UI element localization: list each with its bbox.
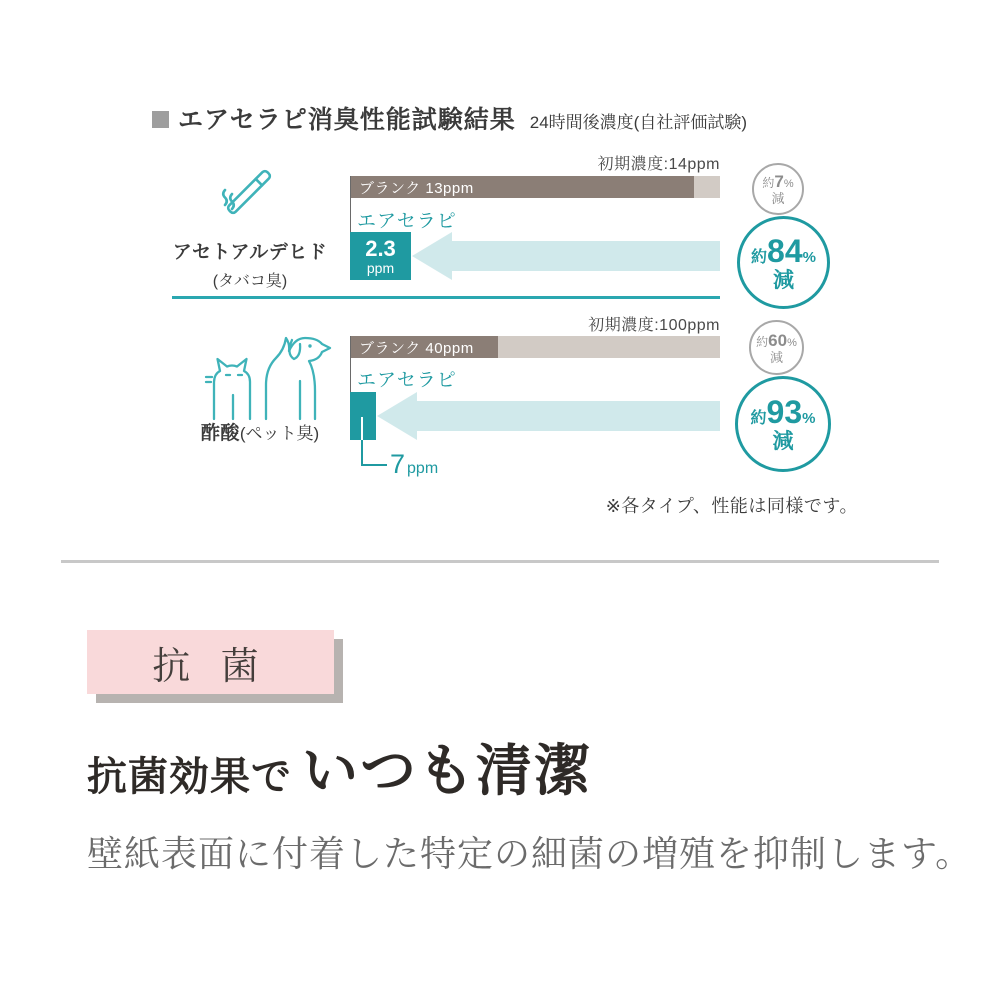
reduction-arrow: [377, 392, 720, 440]
chart-title: エアセラピ消臭性能試験結果: [178, 106, 516, 134]
product-reduction-badge: [735, 376, 831, 472]
blank-reduction-badge: [749, 320, 804, 375]
chart-row-acetic-acid: [0, 305, 1000, 479]
heading-accent: 抗菌効果で: [87, 755, 292, 799]
reduction-prefix: 約: [751, 248, 768, 266]
heading-main: いつも清潔: [302, 739, 592, 802]
chart-subtitle: 24時間後濃度(自社評価試験): [529, 113, 747, 132]
product-value-callout: [390, 451, 438, 478]
arrow-head: [377, 392, 417, 440]
arrow-body: [416, 401, 720, 431]
reduction-prefix: 約: [756, 334, 769, 349]
arrow-head: [412, 232, 452, 280]
blank-bar-label: ブランク 40ppm: [359, 339, 474, 357]
product-label: エアセラピ: [357, 370, 457, 391]
product-value: 7: [390, 449, 406, 479]
product-value: 2.3: [365, 235, 396, 261]
product-unit: ppm: [366, 259, 395, 276]
reduction-percent: %: [783, 178, 794, 190]
reduction-percent: %: [787, 336, 797, 349]
category-label: [150, 418, 370, 445]
antibacterial-heading: [87, 727, 592, 807]
antibacterial-description: 壁紙表面に付着した特定の細菌の増殖を抑制します。: [87, 833, 973, 874]
product-unit: ppm: [407, 460, 439, 477]
reduction-value: 93: [766, 394, 803, 430]
antibacterial-badge-label: 抗 菌: [152, 645, 269, 688]
reduction-prefix: 約: [762, 176, 775, 190]
blank-bar-fill: [350, 176, 694, 198]
chart-footnote: ※各タイプ、性能は同様です。: [605, 496, 858, 516]
substance-name: アセトアルデヒド: [172, 242, 328, 263]
square-bullet-icon: [152, 111, 169, 128]
blank-bar: [350, 176, 720, 198]
category-label: [155, 237, 345, 291]
odor-type: (ペット臭): [239, 424, 320, 443]
reduction-arrow: [412, 232, 720, 280]
reduction-suffix: 減: [772, 430, 794, 453]
arrow-body: [451, 241, 720, 271]
cat-and-dog-icon: [196, 315, 336, 425]
reduction-prefix: 約: [750, 410, 767, 427]
product-value-box: [350, 392, 376, 440]
reduction-value: 84: [767, 232, 803, 269]
blank-reduction-badge: [752, 163, 804, 215]
reduction-suffix: 減: [771, 191, 785, 206]
section-divider: [61, 560, 939, 563]
reduction-percent: %: [802, 410, 816, 427]
product-label: エアセラピ: [357, 211, 457, 232]
chart-header: [152, 100, 747, 136]
odor-type: (タバコ臭): [212, 273, 288, 290]
reduction-suffix: 減: [769, 349, 783, 365]
reduction-value: 7: [774, 172, 784, 191]
callout-tick: [361, 417, 363, 440]
initial-concentration-label: 初期濃度:14ppm: [597, 156, 720, 173]
initial-concentration-label: 初期濃度:100ppm: [588, 317, 720, 334]
blank-bar-fill: [350, 336, 498, 358]
antibacterial-badge: [87, 630, 334, 694]
chart-row-acetaldehyde: [0, 145, 1000, 305]
row-divider-line: [172, 296, 720, 299]
blank-bar-label: ブランク 13ppm: [359, 179, 474, 197]
callout-line: [361, 440, 387, 466]
reduction-suffix: 減: [773, 268, 794, 292]
cigarette-icon: [210, 161, 288, 233]
blank-bar: [350, 336, 720, 358]
reduction-percent: %: [802, 248, 816, 266]
substance-name: 酢酸: [200, 423, 240, 444]
product-reduction-badge: [737, 216, 830, 309]
product-value-box: [350, 232, 411, 280]
reduction-value: 60: [768, 330, 788, 350]
